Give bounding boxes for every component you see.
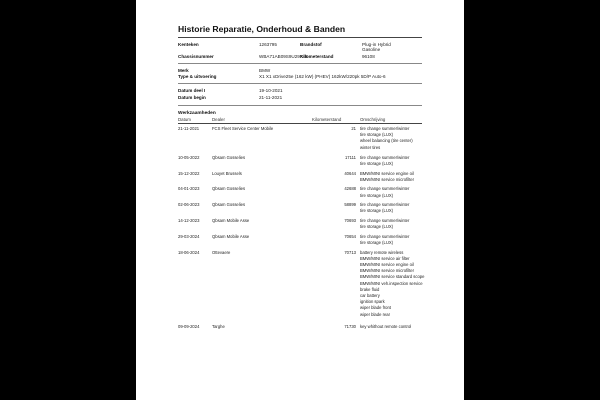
row-kilometerstand: 71730 bbox=[344, 323, 356, 329]
brandstof-value-1: Plug-in Hybrid bbox=[362, 42, 391, 47]
row-kilometerstand: 21 bbox=[351, 126, 356, 131]
divider bbox=[178, 83, 422, 84]
description-line: tire change summer/winter bbox=[360, 218, 410, 223]
description-line: wiper blade rear bbox=[360, 311, 391, 317]
description-line: BMW/MINI service engine oil bbox=[360, 262, 414, 267]
description-line: tire storage (LUX) bbox=[360, 208, 394, 214]
description-line: key whithout remote control bbox=[360, 323, 412, 329]
description-line: BMW/MINI service engine oil bbox=[360, 170, 414, 176]
row-date: 18-06-2024 bbox=[178, 249, 200, 255]
row-kilometerstand: 17111 bbox=[344, 154, 356, 160]
document-page bbox=[136, 0, 464, 400]
description-line: tire storage (LUX) bbox=[360, 192, 394, 198]
kenteken-value: 1263795 bbox=[259, 42, 277, 47]
description-line: BMW/MINI service standard scope bbox=[360, 274, 425, 280]
description-line: tire change summer/winter bbox=[360, 126, 410, 131]
row-dealer: Qbsam Mobile Asse bbox=[212, 218, 250, 223]
row-description bbox=[360, 186, 409, 198]
row-kilometerstand: 70713 bbox=[344, 249, 356, 255]
row-dealer: Louyet Brussels bbox=[212, 170, 242, 176]
description-line: brake fluid bbox=[360, 286, 380, 292]
row-kilometerstand: 42688 bbox=[344, 186, 356, 192]
row-description bbox=[360, 218, 409, 230]
description-line: car battery bbox=[360, 293, 380, 299]
row-description bbox=[360, 202, 409, 214]
description-line: wheel balancing (tire center) bbox=[360, 138, 413, 144]
datum-deel-value: 19-10-2021 bbox=[259, 88, 283, 93]
row-dealer: Qbsam Gosselies bbox=[212, 202, 246, 208]
row-description bbox=[360, 155, 409, 167]
chassis-value: WBA71AB09S9U29748 bbox=[259, 54, 308, 59]
divider bbox=[178, 63, 422, 64]
row-date: 15-12-2022 bbox=[178, 170, 200, 176]
werkzaamheden-heading: Werkzaamheden bbox=[178, 111, 216, 116]
description-line: BMW/MINI veh.inspection service bbox=[360, 280, 423, 286]
row-kilometerstand: 58899 bbox=[344, 202, 356, 208]
row-dealer: FCS Fleet Service Center Mobile bbox=[212, 126, 274, 131]
merk-label: Merk bbox=[178, 68, 189, 73]
description-line: wiper blade front bbox=[360, 305, 391, 311]
kilometerstand-value: 96108 bbox=[362, 54, 375, 59]
description-line: BMW/MINI service air filter bbox=[360, 255, 410, 261]
row-date: 09-09-2024 bbox=[178, 323, 200, 329]
description-line: tire storage (LUX) bbox=[360, 161, 394, 166]
column-header-omschrijving: Omschrijving bbox=[360, 117, 386, 122]
row-date: 10-05-2022 bbox=[178, 154, 200, 160]
row-description bbox=[360, 126, 413, 151]
description-line: BMW/MINI service microfilter bbox=[360, 268, 414, 274]
description-line: battery remote wireless bbox=[360, 249, 404, 255]
row-kilometerstand: 70693 bbox=[344, 218, 356, 223]
datum-begin-value: 21-11-2021 bbox=[259, 95, 283, 100]
row-dealer: Qbsam Gosselies bbox=[212, 154, 246, 160]
description-line: BMW/MINI service microfilter bbox=[360, 176, 414, 182]
row-kilometerstand: 40644 bbox=[344, 170, 356, 176]
description-line: tire storage (LUX) bbox=[360, 132, 394, 138]
column-header-kilometerstand: Kilometerstand bbox=[312, 117, 342, 122]
row-date: 21-11-2021 bbox=[178, 126, 200, 131]
row-description bbox=[360, 324, 411, 330]
divider bbox=[178, 105, 422, 106]
column-header-datum: Datum bbox=[178, 117, 191, 122]
description-line: ignition spark bbox=[360, 299, 385, 305]
type-value: X1 X1 xDrive25e (162 kW) (PHEV) 162kW/220pk 5D/P Auto-6 bbox=[259, 74, 386, 79]
type-label: Type & uitvoering bbox=[178, 74, 217, 79]
kilometerstand-label: Kilometerstand bbox=[300, 54, 334, 59]
datum-begin-label: Datum begin bbox=[178, 95, 206, 100]
merk-value: BMW bbox=[259, 68, 271, 73]
description-line: tire change summer/winter bbox=[360, 154, 410, 160]
description-line: tire change summer/winter bbox=[360, 186, 410, 192]
row-dealer: Targhe bbox=[212, 323, 225, 329]
description-line: tire change summer/winter bbox=[360, 233, 410, 239]
description-line: tire storage (LUX) bbox=[360, 240, 394, 245]
row-description bbox=[360, 250, 424, 318]
chassis-label: Chassisnummer bbox=[178, 54, 214, 59]
kenteken-label: Kenteken bbox=[178, 42, 199, 47]
row-kilometerstand: 70654 bbox=[344, 233, 356, 239]
row-date: 29-03-2024 bbox=[178, 233, 200, 239]
row-date: 14-12-2023 bbox=[178, 218, 200, 223]
row-dealer: Qbsam Gosselies bbox=[212, 186, 246, 192]
column-header-dealer: Dealer bbox=[212, 117, 225, 122]
brandstof-label: Brandstof bbox=[300, 42, 322, 47]
description-line: tire storage (LUX) bbox=[360, 224, 394, 230]
divider bbox=[178, 37, 422, 38]
row-description bbox=[360, 234, 409, 246]
table-header-divider bbox=[178, 123, 422, 124]
row-dealer: Qbsam Mobile Asse bbox=[212, 233, 250, 239]
row-date: 04-01-2023 bbox=[178, 186, 200, 192]
row-description bbox=[360, 171, 414, 183]
datum-deel-label: Datum deel I bbox=[178, 88, 206, 93]
document-title: Historie Reparatie, Onderhoud & Banden bbox=[178, 24, 346, 34]
row-dealer: Ottevaere bbox=[212, 249, 231, 255]
description-line: tire change summer/winter bbox=[360, 202, 410, 208]
description-line: winter tires bbox=[360, 144, 381, 150]
row-date: 02-06-2023 bbox=[178, 202, 200, 208]
brandstof-value-2: Gasoline bbox=[362, 47, 381, 52]
